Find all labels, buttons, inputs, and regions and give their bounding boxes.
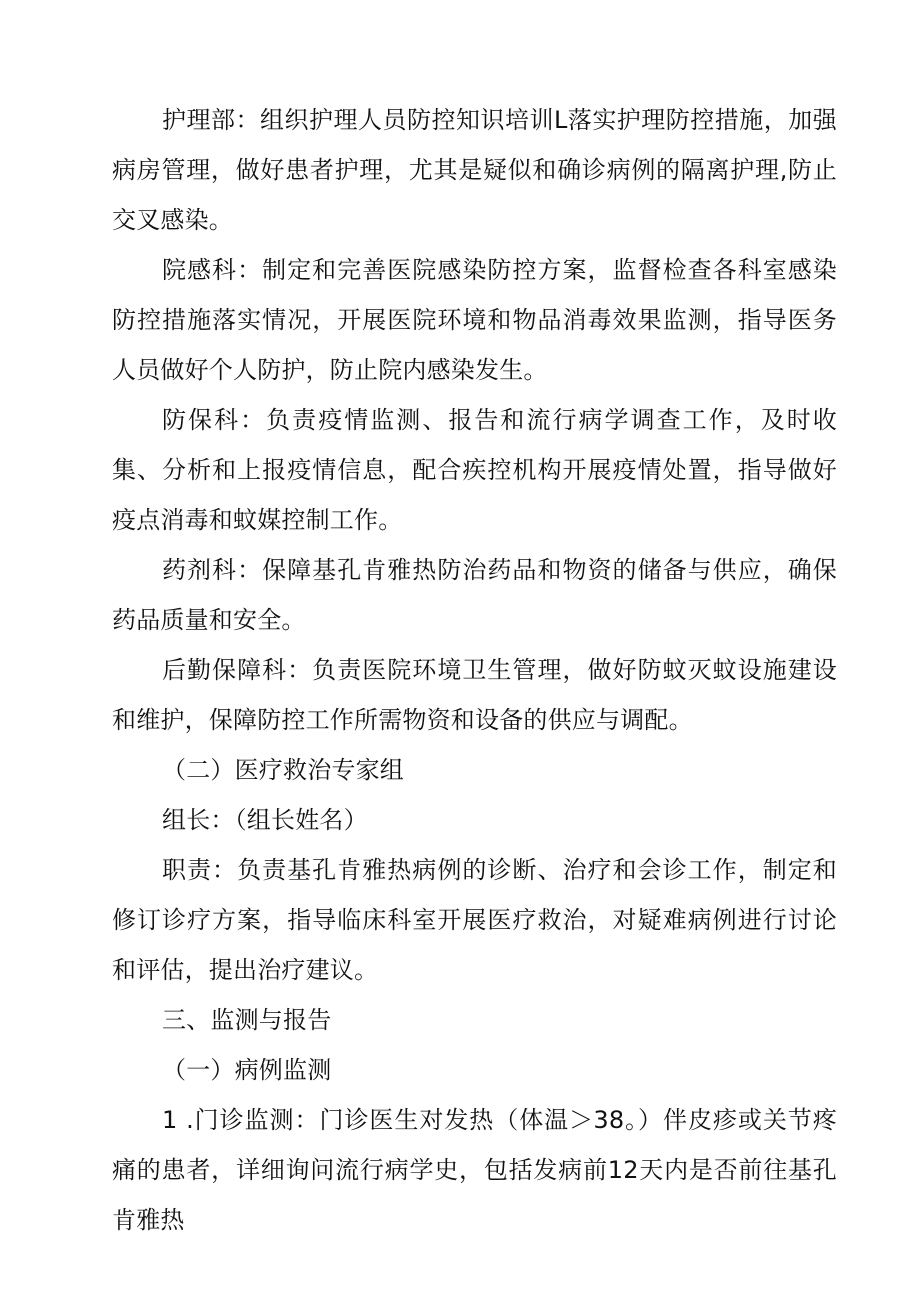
section-heading-monitoring: 三、监测与报告 <box>162 1006 332 1034</box>
paragraph-outpatient-monitoring: 1 .门诊监测：门诊医生对发热（体温＞38。）伴皮疹或关节疼痛的患者，详细询问流行病学史，包括发病前12天内是否前往基孔肯雅热 <box>112 1106 837 1234</box>
section-heading-expert-group: （二）医疗救治专家组 <box>162 756 404 784</box>
paragraph-responsibilities: 职责：负责基孔肯雅热病例的诊断、治疗和会诊工作，制定和修订诊疗方案，指导临床科室开展医疗救治，对疑难病例进行讨论和评估，提出治疗建议。 <box>112 856 837 984</box>
document-body <box>112 95 837 1245</box>
subsection-heading-case-monitoring: （一）病例监测 <box>162 1056 332 1084</box>
paragraph-group-leader: 组长：（组长姓名） <box>162 806 368 834</box>
paragraph-logistics: 后勤保障科：负责医院环境卫生管理，做好防蚊灭蚊设施建设和维护，保障防控工作所需物资和设备的供应与调配。 <box>112 656 837 734</box>
paragraph-infection-control: 院感科：制定和完善医院感染防控方案，监督检查各科室感染防控措施落实情况，开展医院环境和物品消毒效果监测，指导医务人员做好个人防护，防止院内感染发生。 <box>112 256 837 384</box>
paragraph-pharmacy: 药剂科：保障基孔肯雅热防治药品和物资的储备与供应，确保药品质量和安全。 <box>112 556 837 634</box>
paragraph-nursing-dept: 护理部：组织护理人员防控知识培训L落实护理防控措施，加强病房管理，做好患者护理，尤其是疑似和确诊病例的隔离护理,防止交叉感染。 <box>112 106 837 234</box>
paragraph-prevention-dept: 防保科：负责疫情监测、报告和流行病学调查工作，及时收集、分析和上报疫情信息，配合疾控机构开展疫情处置，指导做好疫点消毒和蚊媒控制工作。 <box>112 406 837 534</box>
